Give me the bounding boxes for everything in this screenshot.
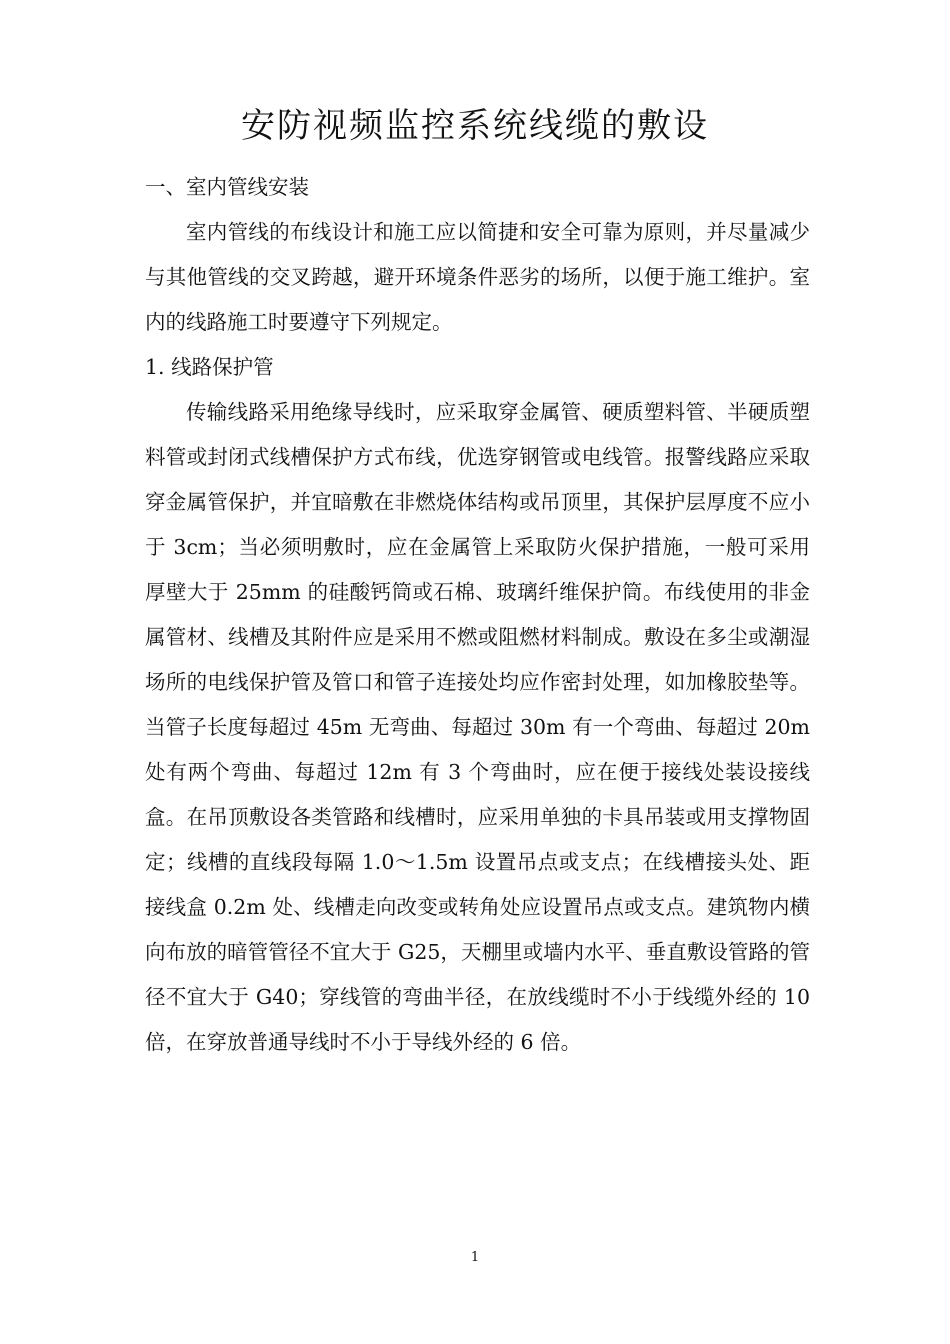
document-body: [145, 165, 810, 1065]
subsection-heading: 1. 线路保护管: [145, 355, 274, 379]
document-title: 安防视频监控系统线缆的敷设: [241, 106, 709, 146]
intro-paragraph: 室内管线的布线设计和施工应以简捷和安全可靠为原则，并尽量减少与其他管线的交叉跨越，避开环境条件恶劣的场所，以便于施工维护。室内的线路施工时要遵守下列规定。: [145, 220, 810, 334]
body-paragraph: 传输线路采用绝缘导线时，应采取穿金属管、硬质塑料管、半硬质塑料管或封闭式线槽保护方式布线，优选穿钢管或电线管。报警线路应采取穿金属管保护，并宜暗敷在非燃烧体结构或吊顶里，其保护层厚度不应小于 3cm；当必须明敷时，应在金属管上采取防火保护措施，一般可采用厚壁大于 25mm 的硅酸钙筒或石棉、玻璃纤维保护筒。布线使用的非金属管材、线槽及其附件应是采用不燃或阻燃材料制成。敷设在多尘或潮湿场所的电线保护管及管口和管子连接处均应作密封处理，如加橡胶垫等。当管子长度每超过 45m 无弯曲、每超过 30m 有一个弯曲、每超过 20m 处有两个弯曲、每超过 12m 有 3 个弯曲时，应在便于接线处装设接线盒。在吊顶敷设各类管路和线槽时，应采用单独的卡具吊装或用支撑物固定；线槽的直线段每隔 1.0～1.5m 设置吊点或支点；在线槽接头处、距接线盒 0.2m 处、线槽走向改变或转角处应设置吊点或支点。建筑物内横向布放的暗管管径不宜大于 G25，天棚里或墙内水平、垂直敷设管路的管径不宜大于 G40；穿线管的弯曲半径，在放线缆时不小于线缆外经的 10 倍，在穿放普通导线时不小于导线外经的 6 倍。: [145, 400, 810, 1054]
page-number: 1: [470, 1250, 480, 1265]
section-heading: 一、室内管线安装: [145, 175, 309, 199]
